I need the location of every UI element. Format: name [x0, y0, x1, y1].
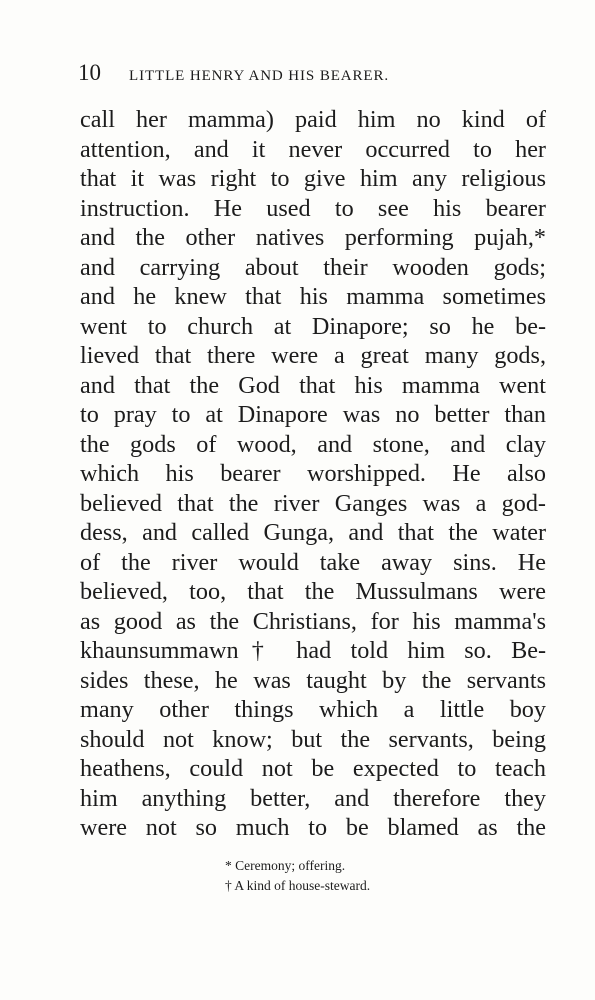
text-line: believed that the river Ganges was a god-	[80, 489, 546, 517]
text-line: the gods of wood, and stone, and clay	[80, 430, 546, 458]
text-line: call her mamma) paid him no kind of	[80, 106, 546, 133]
text-line: khaunsummawn† had told him so. Be-	[80, 637, 546, 664]
text-line: and the other natives performing pujah,*	[80, 224, 546, 251]
text-line: many other things which a little boy	[80, 696, 546, 723]
text-line: sides these, he was taught by the servants	[80, 666, 546, 694]
text-line: believed, too, that the Mussulmans were	[80, 578, 546, 605]
page-header	[78, 60, 548, 90]
text-line: attention, and it never occurred to her	[80, 135, 546, 163]
text-line: and he knew that his mamma sometimes	[80, 283, 546, 310]
running-title: LITTLE HENRY AND HIS BEARER.	[129, 68, 390, 84]
text-line: lieved that there were a great many gods,	[80, 342, 546, 369]
text-line: dess, and called Gunga, and that the water	[80, 519, 546, 546]
text-line: to pray to at Dinapore was no better than	[80, 401, 546, 428]
text-line: that it was right to give him any religious	[80, 165, 546, 192]
text-line: and that the God that his mamma went	[80, 371, 546, 399]
page-number: 10	[78, 60, 101, 85]
text-line: which his bearer worshipped. He also	[80, 460, 546, 487]
footnotes	[225, 856, 525, 896]
text-line: should not know; but the servants, being	[80, 725, 546, 753]
text-line: were not so much to be blamed as the	[80, 814, 546, 841]
text-line: went to church at Dinapore; so he be-	[80, 312, 546, 340]
body-text	[80, 105, 546, 843]
text-line: heathens, could not be expected to teach	[80, 755, 546, 782]
footnote-house-steward: † A kind of house-steward.	[225, 878, 371, 893]
text-line: him anything better, and therefore they	[80, 784, 546, 812]
text-line: as good as the Christians, for his mamma's	[80, 607, 546, 635]
text-line: of the river would take away sins. He	[80, 548, 546, 576]
text-line: and carrying about their wooden gods;	[80, 253, 546, 281]
text-line: instruction. He used to see his bearer	[80, 194, 546, 222]
footnote-ceremony: * Ceremony; offering.	[225, 858, 346, 873]
